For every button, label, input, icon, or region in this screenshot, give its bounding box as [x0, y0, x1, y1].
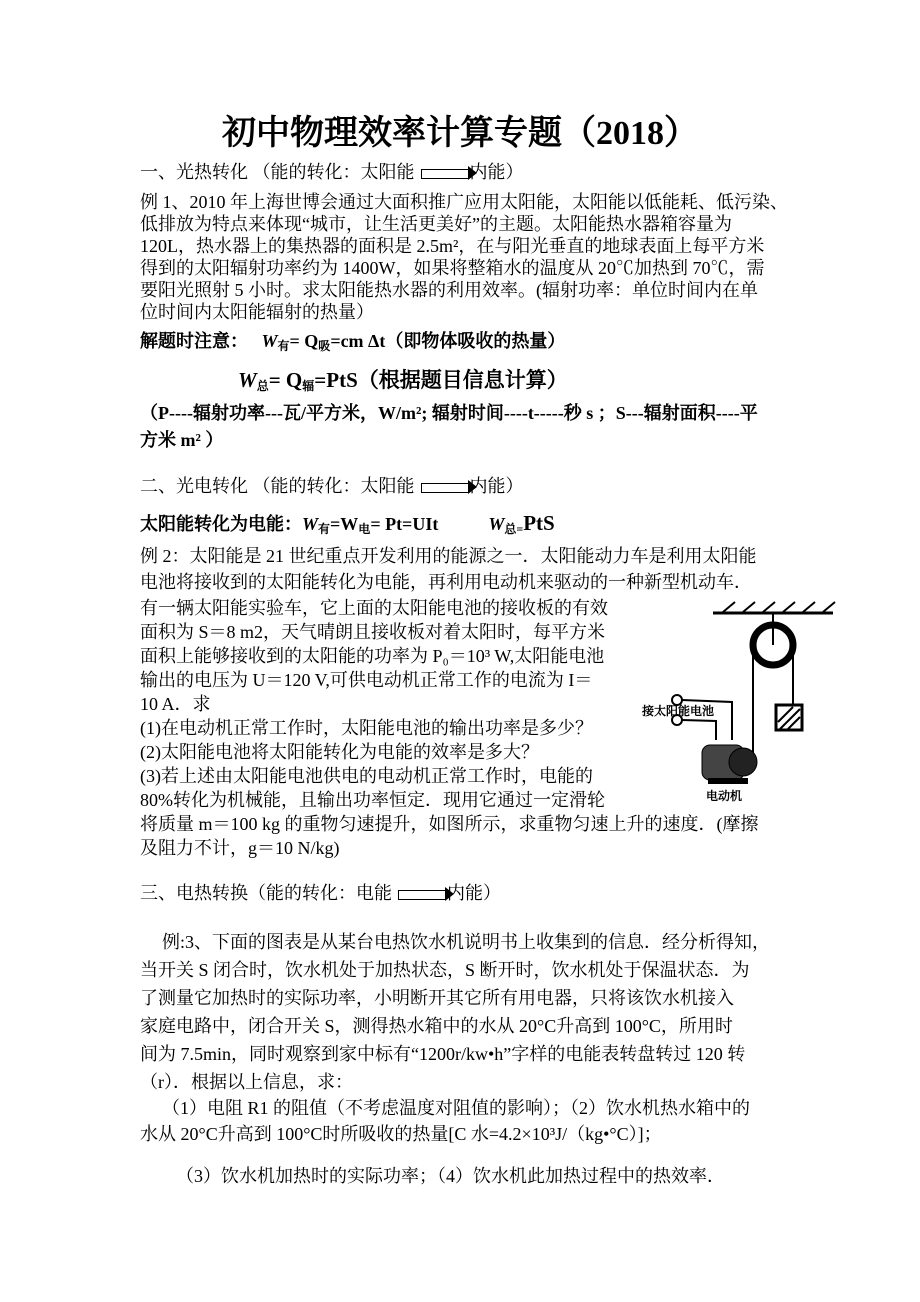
- text-line: (2)太阳能电池将太阳能转化为电能的效率是多大？: [140, 742, 539, 762]
- ceiling-hatch: [723, 602, 835, 612]
- sub: 辐: [302, 379, 315, 393]
- formula-solar-electric: [140, 510, 555, 536]
- question-3-4: （3）饮水机加热时的实际功率；（4）饮水机此加热过程中的热效率．: [176, 1166, 725, 1186]
- text-line: 了测量它加热时的实际功率，小明断开其它所有用电器，只将该饮水机接入: [140, 988, 734, 1008]
- text-line: 当开关 S 闭合时，饮水机处于加热状态，S 断开时，饮水机处于保温状态．为: [140, 960, 750, 980]
- sub: 有: [318, 522, 331, 536]
- heading-end: 内能）: [469, 476, 524, 496]
- sub: 电: [358, 522, 371, 536]
- text-line: 有一辆太阳能实验车，它上面的太阳能电池的接收板的有效: [140, 598, 608, 618]
- text-line: 及阻力不计，g＝10 N/kg): [140, 838, 340, 858]
- heading-text: 二、光电转化 （能的转化：太阳能: [140, 476, 415, 496]
- text-line: 电池将接收到的太阳能转化为电能，再利用电动机来驱动的一种新型机动车．: [140, 572, 752, 592]
- formula-total-work: [238, 367, 568, 393]
- text-line: 间为 7.5min，同时观察到家中标有“1200r/kw•h”字样的电能表转盘转过 120 转: [140, 1044, 746, 1064]
- text-line: 10 A．求: [140, 694, 211, 714]
- text-line: (1)在电动机正常工作时，太阳能电池的输出功率是多少？: [140, 718, 593, 738]
- text-line: 面积为 S＝8 m2，天气晴朗且接收板对着太阳时，每平方米: [140, 622, 606, 642]
- text-line: (3)若上述由太阳能电池供电的电动机正常工作时，电能的: [140, 766, 593, 786]
- units-note-cont: 方米 m² ）: [140, 430, 224, 450]
- text-line: 例 1、2010 年上海世博会通过大面积推广应用太阳能，太阳能以低能耗、低污染、: [140, 192, 788, 212]
- w-symbol: W: [488, 514, 505, 534]
- arrow-icon: [398, 890, 445, 900]
- text-line: 例:3、下面的图表是从某台电热饮水机说明书上收集到的信息．经分析得知，: [162, 932, 770, 952]
- sub: 总=: [504, 522, 524, 536]
- text-line: 120L，热水器上的集热器的面积是 2.5m²，在与阳光垂直的地球表面上每平方米: [140, 236, 765, 256]
- arrow-icon: [421, 169, 468, 179]
- text-line: 得到的太阳辐射功率约为 1400W，如果将整箱水的温度从 20℃加热到 70℃，需: [140, 258, 765, 278]
- question-1-2: （1）电阻 R1 的阻值（不考虑温度对阻值的影响）；（2）饮水机热水箱中的: [162, 1098, 751, 1118]
- arrow-icon: [421, 483, 468, 493]
- eq: = Q: [289, 331, 319, 351]
- eq: =W: [330, 514, 359, 534]
- eq: =PtS（根据题目信息计算）: [314, 368, 568, 392]
- text-line: （r）．根据以上信息，求：: [140, 1072, 353, 1092]
- motor-label: 电动机: [706, 789, 743, 803]
- text-line: 要阳光照射 5 小时。求太阳能热水器的利用效率。(辐射功率：单位时间内在单: [140, 280, 758, 300]
- heading-text: 一、光热转化 （能的转化：太阳能: [140, 162, 415, 182]
- units-note: （P----辐射功率---瓦/平方米，W/m²; 辐射时间----t-----秒 s ；S---辐射面积----平: [140, 403, 758, 423]
- section-1-heading: [140, 161, 524, 183]
- note-label: 解题时注意：: [140, 331, 248, 351]
- text-line: 位时间内太阳能辐射的热量）: [140, 302, 374, 322]
- formula-useful-work: [140, 330, 565, 352]
- text-line: 80%转化为机械能，且输出功率恒定．现用它通过一定滑轮: [140, 790, 605, 810]
- section-2-heading: [140, 475, 524, 497]
- eq: = Pt=UIt: [370, 514, 439, 534]
- sub: 有: [277, 339, 290, 353]
- sub: 吸: [318, 339, 331, 353]
- w-symbol: W: [238, 368, 257, 392]
- eq: =cm Δt（即物体吸收的热量）: [330, 331, 566, 351]
- heading-end: 内能）: [469, 162, 524, 182]
- wire: [682, 720, 716, 740]
- text-line: 面积上能够接收到的太阳能的功率为 P₀＝10³ W,太阳能电池: [140, 646, 605, 666]
- text-line: 例 2：太阳能是 21 世纪重点开发利用的能源之一．太阳能动力车是利用太阳能: [140, 546, 757, 566]
- section-3-heading: [140, 882, 501, 904]
- text-line: 家庭电路中，闭合开关 S，测得热水箱中的水从 20°C升高到 100°C，所用时: [140, 1016, 733, 1036]
- eq: = Q: [268, 368, 303, 392]
- motor-shaft: [729, 748, 757, 776]
- sub: 总: [256, 379, 269, 393]
- text-line: 低排放为特点来体现“城市，让生活更美好”的主题。太阳能热水器箱容量为: [140, 214, 732, 234]
- w-symbol: W: [261, 331, 278, 351]
- pulley-motor-figure: [628, 590, 858, 805]
- question-2-cont: 水从 20°C升高到 100°C时所吸收的热量[C 水=4.2×10³J/（kg•°C）]；: [140, 1124, 662, 1144]
- label: 太阳能转化为电能：: [140, 514, 302, 534]
- page-title: 初中物理效率计算专题（2018）: [222, 115, 698, 152]
- text-line: 输出的电压为 U＝120 V,可供电动机正常工作的电流为 I＝: [140, 670, 593, 690]
- motor-base: [708, 778, 748, 784]
- heading-end: 内能）: [447, 883, 501, 903]
- w-symbol: W: [302, 514, 319, 534]
- heading-text: 三、电热转换（能的转化：电能: [140, 883, 392, 903]
- text-line: 将质量 m＝100 kg 的重物匀速提升，如图所示，求重物匀速上升的速度．(摩擦: [140, 814, 759, 834]
- battery-label: 接太阳能电池: [642, 704, 715, 718]
- eq: PtS: [523, 511, 555, 535]
